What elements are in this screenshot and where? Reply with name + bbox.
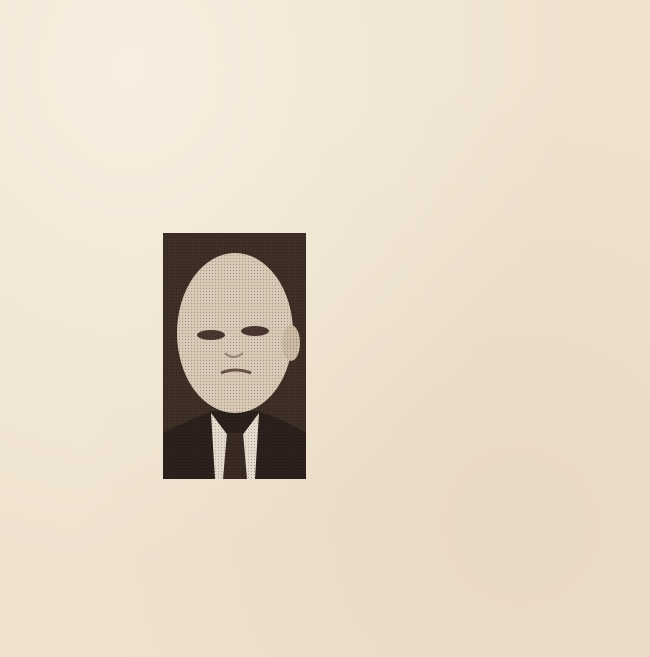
portrait-photo-icon: [163, 233, 306, 479]
portrait-photo: [163, 233, 306, 479]
